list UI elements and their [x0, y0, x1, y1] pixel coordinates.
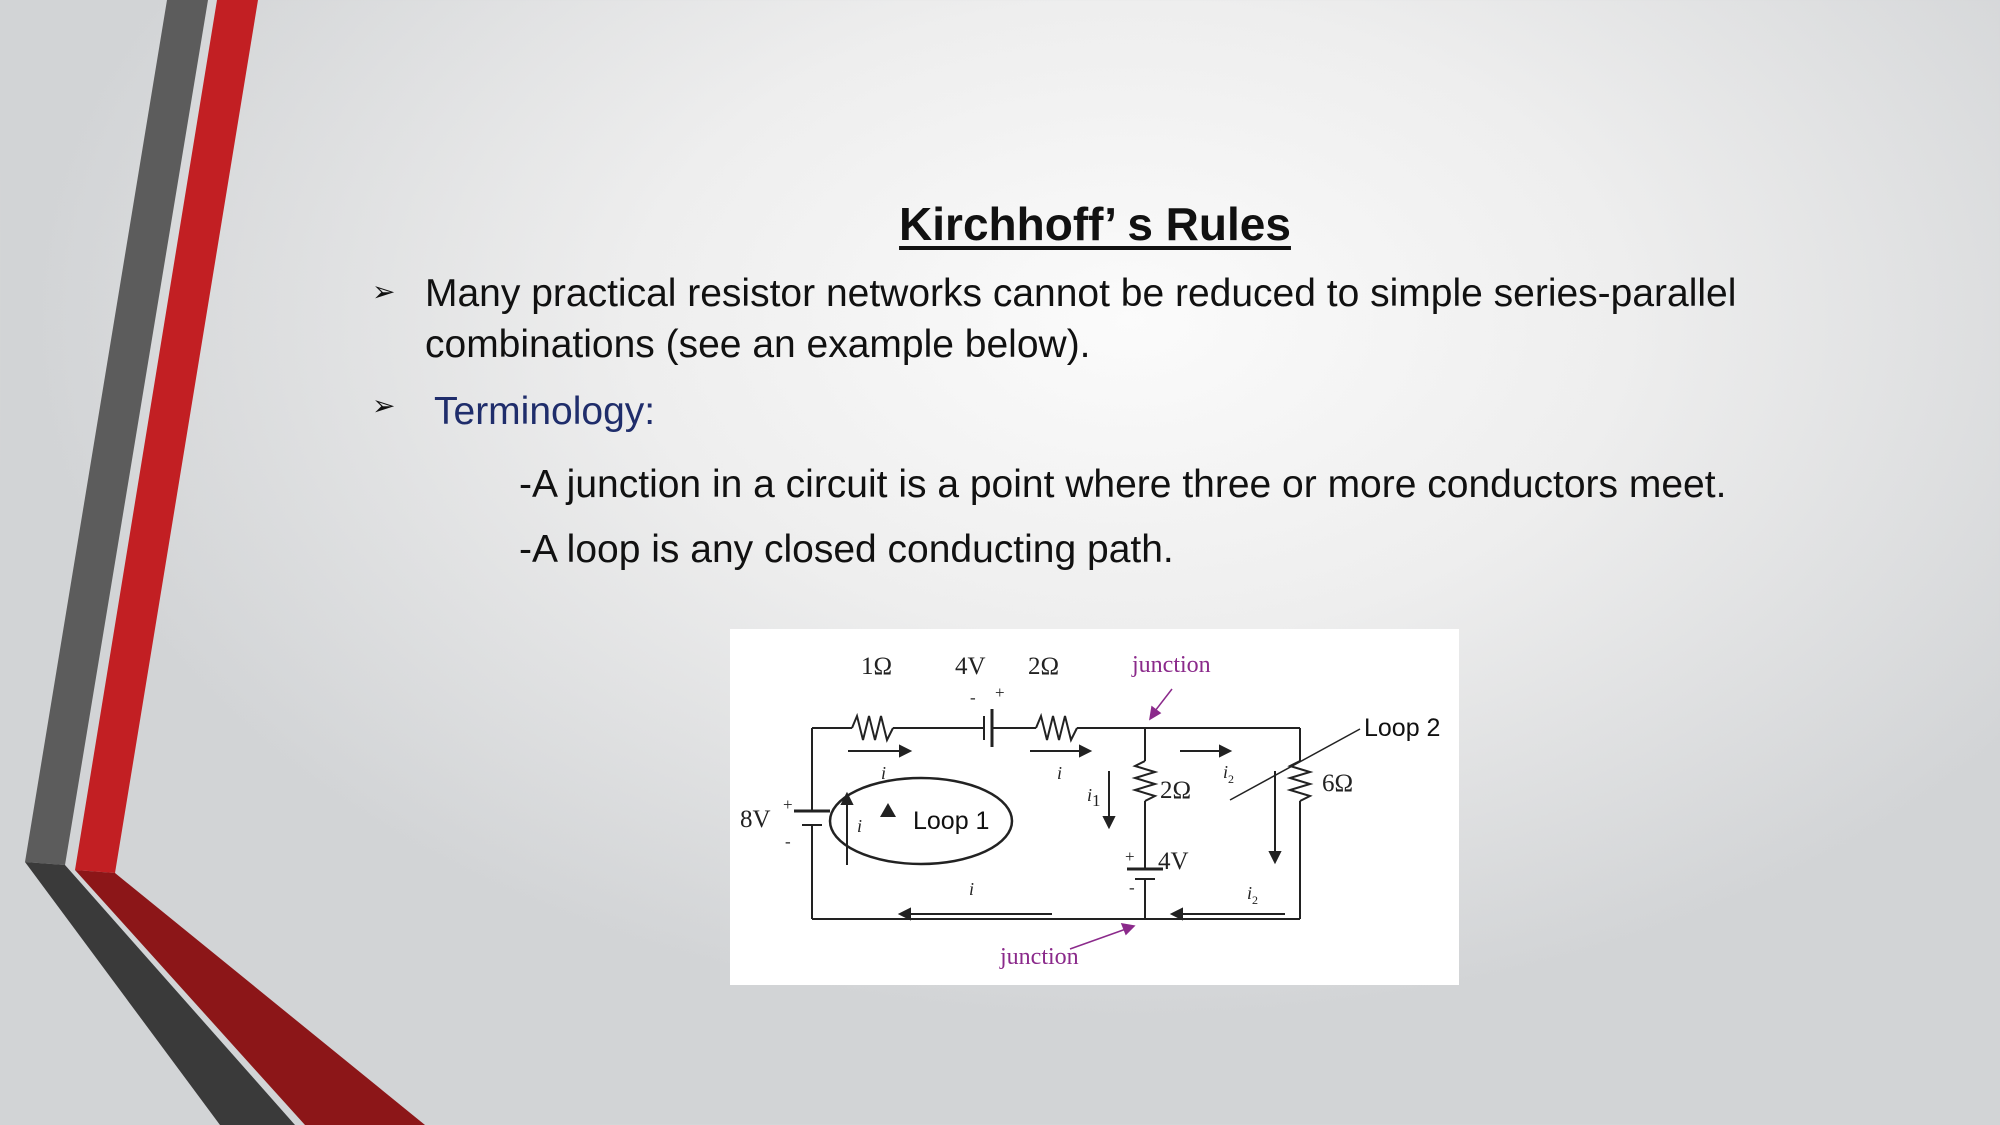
- resistor-mid-zigzag: [1135, 761, 1155, 801]
- battery-top-label: 4V: [955, 653, 986, 680]
- current-i2-bottom: $i_2$: [1247, 883, 1259, 907]
- battery-left-label: 8V: [740, 806, 771, 833]
- loop-2-label: Loop 2: [1364, 714, 1441, 742]
- definition-loop: -A loop is any closed conducting path.: [519, 528, 1174, 571]
- loop-1-label: Loop 1: [913, 807, 990, 835]
- current-i-bottom: i: [969, 879, 975, 899]
- current-i1: i1: [1087, 785, 1101, 810]
- battery-left-minus: -: [785, 832, 791, 851]
- resistor-2-zigzag: [1036, 716, 1077, 740]
- current-i-left: i: [857, 816, 863, 836]
- junction-top-label: junction: [1132, 652, 1211, 678]
- definition-junction: -A junction in a circuit is a point where three or more conductors meet.: [519, 463, 1727, 506]
- current-i-top-right: i: [1057, 763, 1063, 783]
- battery-mid-label: 4V: [1158, 848, 1189, 875]
- bullet-text-terminology: Terminology:: [434, 390, 656, 433]
- battery-mid-minus: -: [1129, 878, 1135, 897]
- resistor-1-label: 1Ω: [861, 653, 893, 680]
- junction-bottom-label: junction: [1000, 944, 1079, 970]
- battery-top-plus: +: [995, 683, 1005, 702]
- resistor-right-label: 6Ω: [1322, 770, 1354, 797]
- resistor-right-zigzag: [1290, 761, 1310, 801]
- circuit-wires: [812, 716, 1310, 919]
- current-i-top-left: i: [881, 763, 887, 783]
- bullet-arrow-icon: ➢: [372, 276, 396, 307]
- battery-left-plus: +: [783, 795, 793, 814]
- bullet-text-networks: Many practical resistor networks cannot be reduced to simple series-parallel combinations (see an example below).: [425, 272, 1737, 366]
- resistor-2-label: 2Ω: [1028, 653, 1060, 680]
- current-i2-top: $i_2$: [1223, 762, 1235, 786]
- current-arrows: [842, 746, 1285, 919]
- bullet-arrow-icon: ➢: [372, 390, 396, 421]
- slide-title: Kirchhoff’ s Rules: [899, 198, 1291, 250]
- battery-top-minus: -: [970, 688, 976, 707]
- resistor-1-zigzag: [852, 716, 893, 740]
- resistor-mid-label: 2Ω: [1160, 777, 1192, 804]
- battery-mid-plus: +: [1125, 847, 1135, 866]
- loop-1-arrow-icon: [880, 803, 896, 817]
- circuit-diagram: [730, 629, 1459, 985]
